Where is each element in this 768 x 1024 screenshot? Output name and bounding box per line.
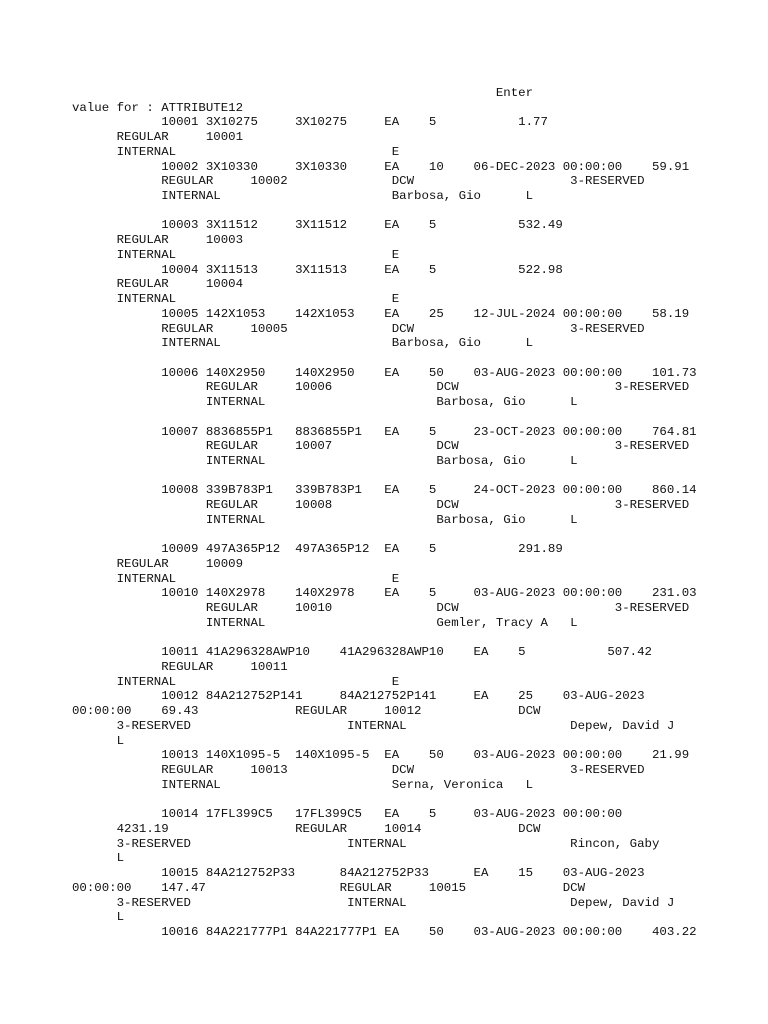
report-line: REGULAR 10011 <box>72 660 288 675</box>
report-line: 10009 497A365P12 497A365P12 EA 5 291.89 <box>72 542 563 557</box>
report-line: 10016 84A221777P1 84A221777P1 EA 50 03-AUG-2023 00:00:00 403.22 <box>72 924 697 939</box>
report-line: REGULAR 10008 DCW 3-RESERVED <box>72 498 690 513</box>
report-line: L <box>72 910 125 925</box>
report-line: 10015 84A212752P33 84A212752P33 EA 15 03-AUG-2023 <box>72 866 645 881</box>
report-line: REGULAR 10010 DCW 3-RESERVED <box>72 601 690 616</box>
report-line: 10006 140X2950 140X2950 EA 50 03-AUG-2023 00:00:00 101.73 <box>72 365 697 380</box>
report-line <box>72 469 697 484</box>
report-text <box>72 86 697 940</box>
report-line: INTERNAL Barbosa, Gio L <box>72 189 534 204</box>
report-line: 3-RESERVED INTERNAL Depew, David J <box>72 895 675 910</box>
report-line: 10013 140X1095-5 140X1095-5 EA 50 03-AUG-2023 00:00:00 21.99 <box>72 748 690 763</box>
report-line: INTERNAL Gemler, Tracy A L <box>72 615 578 630</box>
report-line: 10005 142X1053 142X1053 EA 25 12-JUL-2024 00:00:00 58.19 <box>72 306 690 321</box>
report-line: REGULAR 10005 DCW 3-RESERVED <box>72 321 645 336</box>
report-line: 10012 84A212752P141 84A212752P141 EA 25 03-AUG-2023 <box>72 689 645 704</box>
report-line: INTERNAL Barbosa, Gio L <box>72 512 578 527</box>
report-line <box>72 793 697 808</box>
report-line: 10007 8836855P1 8836855P1 EA 5 23-OCT-2023 00:00:00 764.81 <box>72 424 697 439</box>
report-line: INTERNAL Barbosa, Gio L <box>72 336 534 351</box>
report-line <box>72 410 697 425</box>
report-line: 10001 3X10275 3X10275 EA 5 1.77 <box>72 115 548 130</box>
report-line: REGULAR 10002 DCW 3-RESERVED <box>72 174 645 189</box>
report-line: REGULAR 10007 DCW 3-RESERVED <box>72 439 690 454</box>
report-line: 4231.19 REGULAR 10014 DCW <box>72 821 541 836</box>
report-line: INTERNAL E <box>72 144 400 159</box>
report-line <box>72 528 697 543</box>
report-line: INTERNAL Serna, Veronica L <box>72 777 534 792</box>
report-line: INTERNAL E <box>72 674 400 689</box>
report-line: REGULAR 10009 <box>72 557 244 571</box>
report-line: INTERNAL E <box>72 571 400 586</box>
report-line: Enter <box>72 86 534 100</box>
report-line: REGULAR 10003 <box>72 233 244 248</box>
report-line <box>72 204 697 219</box>
report-line: INTERNAL Barbosa, Gio L <box>72 453 578 468</box>
report-line: REGULAR 10004 <box>72 277 244 292</box>
report-line: 00:00:00 147.47 REGULAR 10015 DCW <box>72 880 586 895</box>
report-line: 3-RESERVED INTERNAL Depew, David J <box>72 718 675 733</box>
report-line: 10003 3X11512 3X11512 EA 5 532.49 <box>72 218 563 233</box>
report-line: L <box>72 851 125 866</box>
report-line: value for : ATTRIBUTE12 <box>72 100 244 115</box>
report-line: INTERNAL E <box>72 292 400 307</box>
report-line: 10008 339B783P1 339B783P1 EA 5 24-OCT-2023 00:00:00 860.14 <box>72 483 697 498</box>
report-line: 10011 41A296328AWP10 41A296328AWP10 EA 5 507.42 <box>72 645 652 660</box>
report-line: 10010 140X2978 140X2978 EA 5 03-AUG-2023 00:00:00 231.03 <box>72 586 697 601</box>
report-line <box>72 631 697 646</box>
report-line: REGULAR 10013 DCW 3-RESERVED <box>72 763 645 778</box>
report-line: 00:00:00 69.43 REGULAR 10012 DCW <box>72 704 541 719</box>
report-line <box>72 351 697 366</box>
report-line: 3-RESERVED INTERNAL Rincon, Gaby <box>72 836 660 851</box>
report-line: 10014 17FL399C5 17FL399C5 EA 5 03-AUG-2023 00:00:00 <box>72 807 623 822</box>
report-line: L <box>72 733 125 748</box>
report-line: REGULAR 10006 DCW 3-RESERVED <box>72 380 690 395</box>
report-line: REGULAR 10001 <box>72 130 244 145</box>
report-line: INTERNAL Barbosa, Gio L <box>72 395 578 410</box>
report-line: INTERNAL E <box>72 247 400 262</box>
report-line: 10002 3X10330 3X10330 EA 10 06-DEC-2023 00:00:00 59.91 <box>72 159 690 174</box>
report-line: 10004 3X11513 3X11513 EA 5 522.98 <box>72 262 563 277</box>
